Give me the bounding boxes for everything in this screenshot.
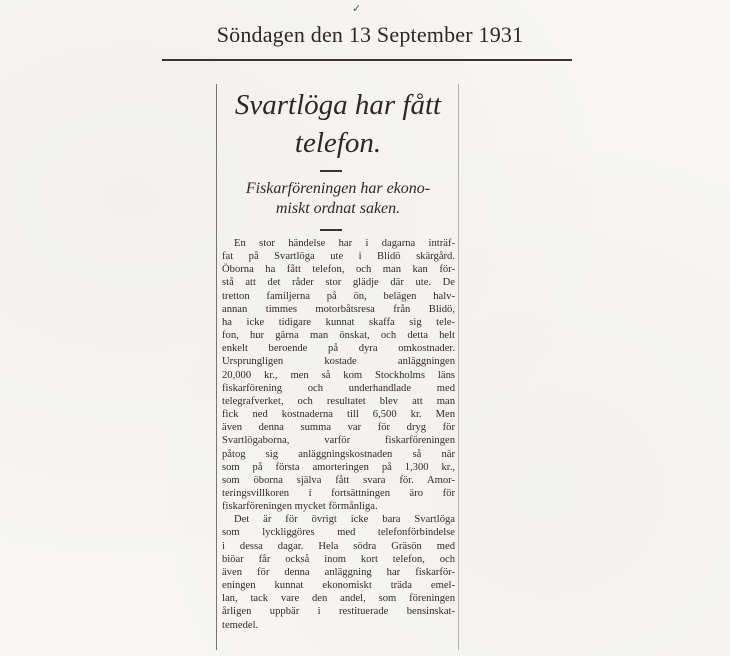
body-line: tretton familjerna på ön, belägen halv- <box>222 290 455 302</box>
headline-line: Svartlöga har fått <box>234 89 442 121</box>
body-line: ha icke tidigare kunnat skaffa sig tele- <box>222 316 455 328</box>
body-line: eningen kunnat ekonomiskt träda emel- <box>222 580 455 592</box>
body-line: Svartlögaborna, varför fiskarföreningen <box>222 435 455 447</box>
body-line: som på första amorteringen på 1,300 kr., <box>222 461 455 473</box>
page-date-header: Söndagen den 13 September 1931 <box>216 22 524 47</box>
body-line: temedel. <box>222 619 259 631</box>
body-line: påtog sig anläggningskostnaden så när <box>222 448 455 460</box>
body-line: i dessa dagar. Hela södra Gräsön med <box>222 540 455 552</box>
headline-divider <box>320 170 342 172</box>
subhead-line: Fiskarföreningen har ekono- <box>245 180 431 197</box>
headline-line: telefon. <box>294 127 382 159</box>
body-line: även denna summa var för dryg för <box>222 422 455 434</box>
body-line: fiskarföreningen mycket förmånliga. <box>222 501 378 513</box>
body-line: även för denna anläggning har fiskarför- <box>222 566 455 578</box>
body-line: som lyckliggöres med telefonförbindelse <box>222 527 455 539</box>
body-line: fon, hur gärna man önskat, och detta helt <box>222 330 455 342</box>
subhead-divider <box>320 229 342 231</box>
subhead-line: miskt ordnat saken. <box>275 200 401 217</box>
article-subheadline <box>222 179 454 219</box>
body-line: annan timmes motorbåtsresa från Blidö, <box>222 303 455 315</box>
body-line: som öborna själva fått svara för. Amor- <box>222 474 455 486</box>
body-line: fiskarförening och underhandlade med <box>222 382 455 394</box>
body-line: 20,000 kr., men så kom Stockholms läns <box>222 369 455 381</box>
body-line: En stor händelse har i dagarna inträf- <box>234 238 455 249</box>
body-line: lan, tack vare den andel, som föreningen <box>222 593 455 605</box>
article-body <box>222 237 455 632</box>
body-line: enkelt beroende på dyra omkostnader. <box>222 343 455 355</box>
body-line: teringsvillkoren i fortsättningen äro för <box>222 487 455 499</box>
body-line: Det är för övrigt icke bara Svartlöga <box>234 514 455 526</box>
body-line: årligen uppbär i restituerade bensinskat- <box>222 606 455 618</box>
pencil-margin-mark: ✓ <box>352 3 362 15</box>
body-line: stå att det råder stor glädje där ute. De <box>222 277 455 289</box>
article-headline <box>222 86 454 162</box>
body-line: telegrafverket, och resultatet blev att man <box>222 395 455 407</box>
body-line: Öborna ha fått telefon, och man kan för- <box>222 264 455 276</box>
body-line: fat på Svartlöga ute i Blidö skärgård. <box>222 251 455 263</box>
body-line: biöar får också inom kort telefon, och <box>222 553 455 565</box>
body-line: fick ned kostnaderna till 6,500 kr. Men <box>222 409 455 421</box>
header-rule <box>162 59 572 61</box>
body-line: Ursprungligen kostade anläggningen <box>222 356 455 368</box>
